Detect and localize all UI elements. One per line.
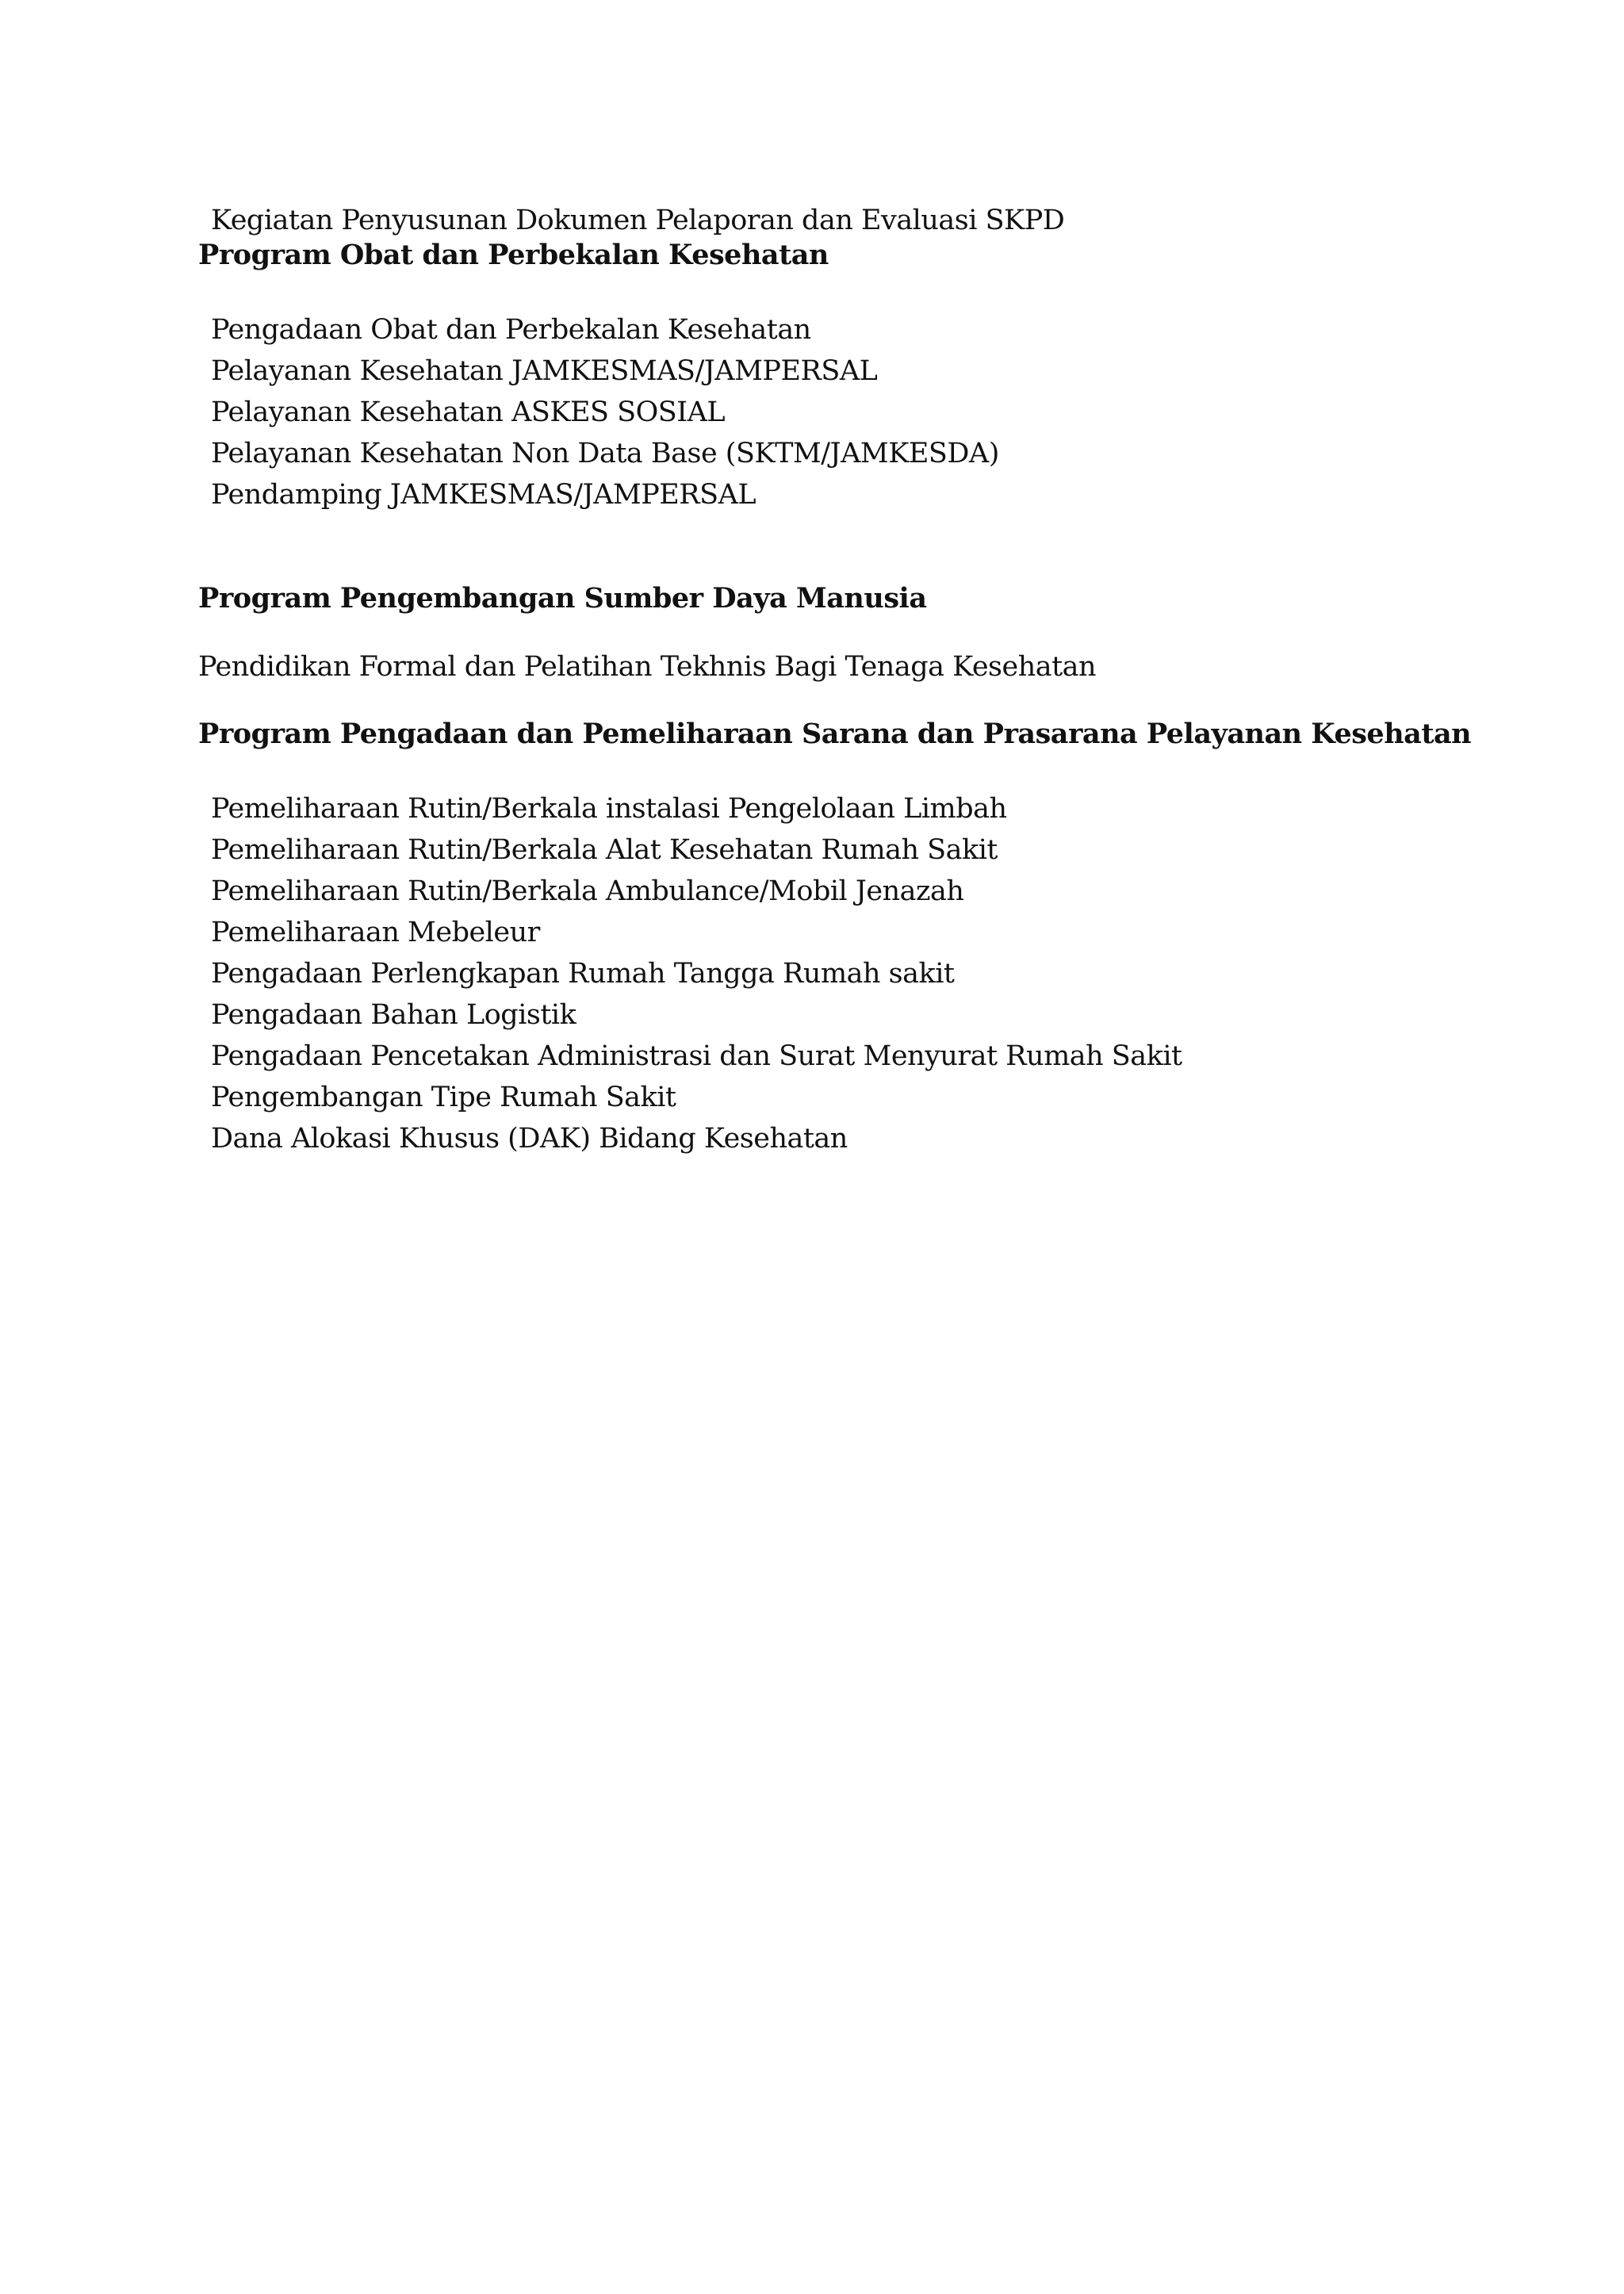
activity-item: Pelayanan Kesehatan JAMKESMAS/JAMPERSAL bbox=[211, 355, 878, 387]
activity-item: Pengembangan Tipe Rumah Sakit bbox=[211, 1082, 676, 1113]
activity-item: Pendidikan Formal dan Pelatihan Tekhnis Bagi Tenaga Kesehatan bbox=[198, 651, 1097, 683]
program-heading: Program Obat dan Perbekalan Kesehatan bbox=[198, 239, 829, 271]
activity-item: Pemeliharaan Rutin/Berkala instalasi Pengelolaan Limbah bbox=[211, 793, 1007, 825]
activity-item: Pengadaan Bahan Logistik bbox=[211, 999, 576, 1031]
activity-item: Pemeliharaan Mebeleur bbox=[211, 917, 540, 948]
program-heading: Program Pengadaan dan Pemeliharaan Sarana dan Prasarana Pelayanan Kesehatan bbox=[198, 718, 1472, 750]
activity-item: Dana Alokasi Khusus (DAK) Bidang Kesehatan bbox=[211, 1123, 848, 1155]
activity-item: Pemeliharaan Rutin/Berkala Ambulance/Mobil Jenazah bbox=[211, 875, 964, 907]
activity-item: Pelayanan Kesehatan ASKES SOSIAL bbox=[211, 396, 726, 428]
activity-item: Pengadaan Obat dan Perbekalan Kesehatan bbox=[211, 314, 811, 346]
activity-item: Pengadaan Pencetakan Administrasi dan Surat Menyurat Rumah Sakit bbox=[211, 1040, 1182, 1072]
activity-item: Pengadaan Perlengkapan Rumah Tangga Rumah sakit bbox=[211, 958, 955, 990]
activity-item: Kegiatan Penyusunan Dokumen Pelaporan dan Evaluasi SKPD bbox=[211, 205, 1065, 236]
activity-item: Pelayanan Kesehatan Non Data Base (SKTM/JAMKESDA) bbox=[211, 438, 999, 469]
program-heading: Program Pengembangan Sumber Daya Manusia bbox=[198, 582, 927, 615]
activity-item: Pendamping JAMKESMAS/JAMPERSAL bbox=[211, 479, 756, 511]
activity-item: Pemeliharaan Rutin/Berkala Alat Kesehatan Rumah Sakit bbox=[211, 834, 998, 866]
